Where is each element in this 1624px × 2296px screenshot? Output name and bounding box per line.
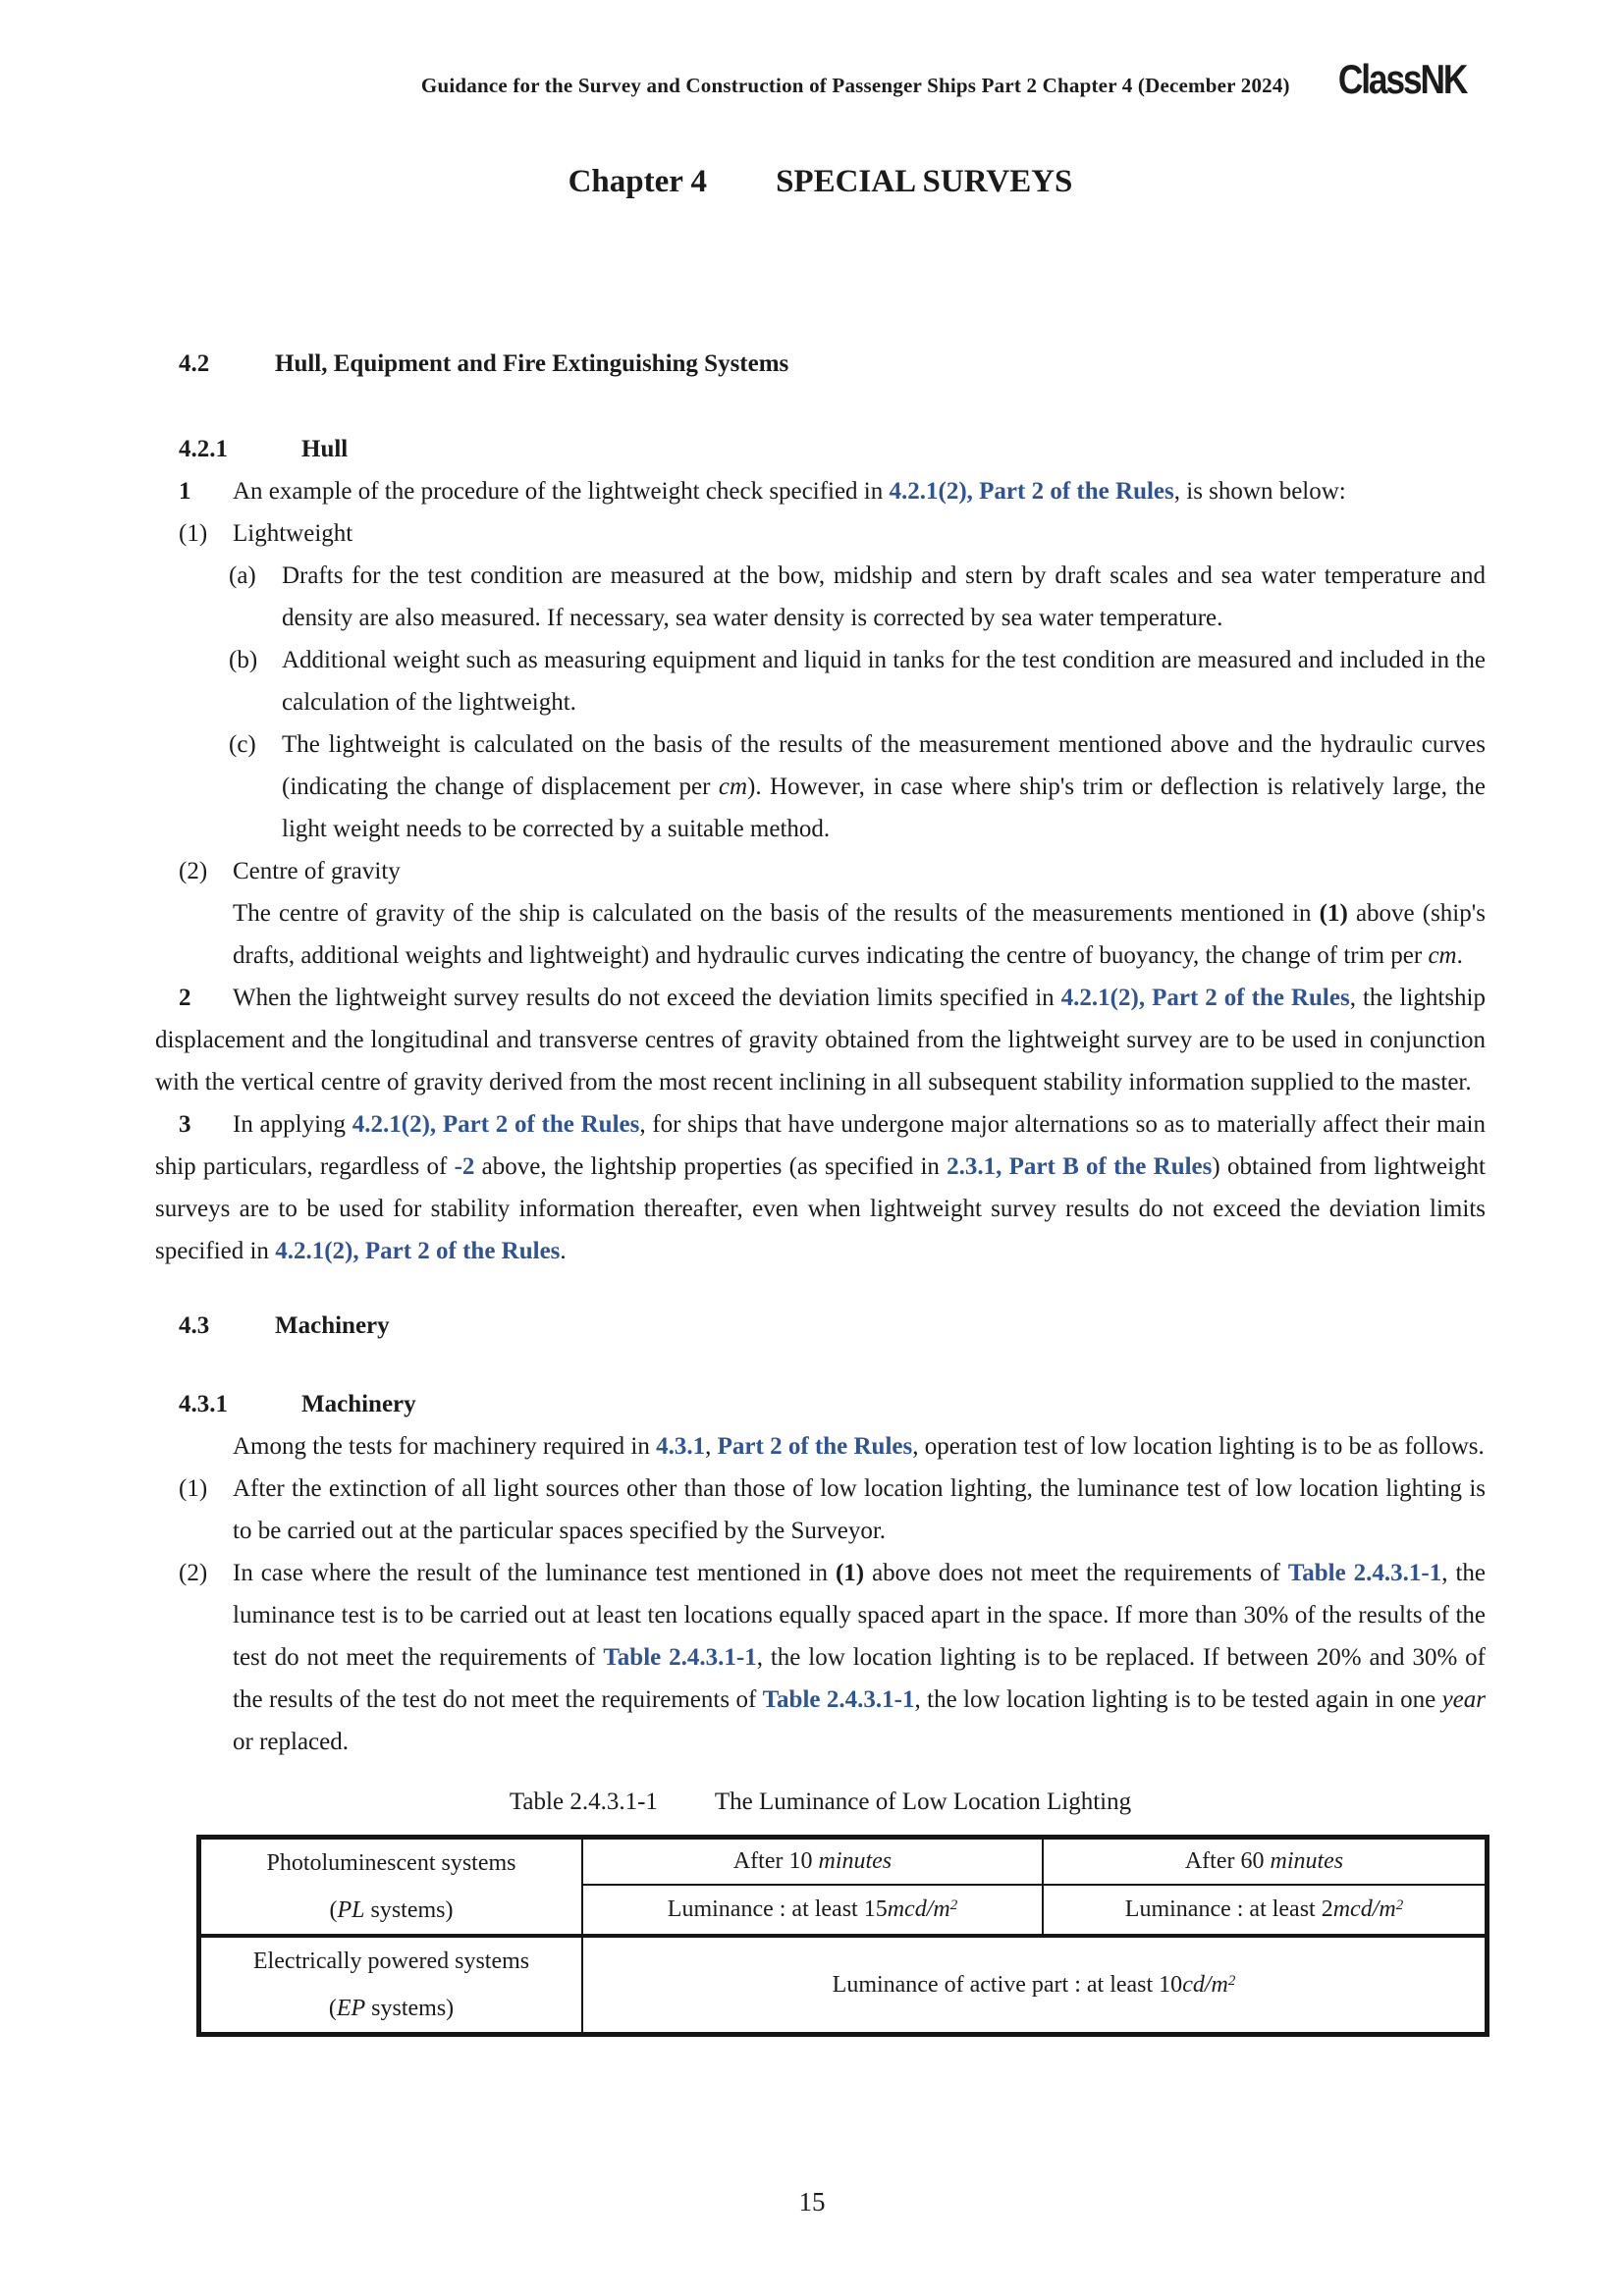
list-item xyxy=(179,1468,1486,1552)
text-run: cm xyxy=(1428,942,1457,969)
document-body xyxy=(155,343,1486,1763)
text-run: ) obtained from lightweight surveys are to be used for stability information thereafter, even when lightweight survey results do not exceed the deviation limits specified in xyxy=(155,1153,1486,1264)
text-run: above does not meet the requirements of xyxy=(864,1560,1288,1586)
table-cell-luminance-60min xyxy=(1043,1885,1488,1936)
text-run: Lightweight xyxy=(233,520,353,547)
running-header-title: Guidance for the Survey and Construction of Passenger Ships Part 2 Chapter 4 (December 2024) xyxy=(420,74,1290,97)
chapter-number: Chapter 4 xyxy=(568,164,708,199)
text-run: , operation test of low location lighting is to be as follows. xyxy=(912,1433,1485,1460)
table-caption-title: The Luminance of Low Location Lighting xyxy=(714,1789,1132,1815)
text-run: Luminance : at least 15 xyxy=(667,1896,888,1922)
cross-reference-link[interactable]: 4.2.1(2), Part 2 of the Rules xyxy=(352,1111,640,1138)
numbered-paragraph xyxy=(155,977,1486,1103)
heading-number: 4.3.1 xyxy=(179,1391,228,1417)
text-run: , the luminance test is to be carried out at least ten locations equally spaced apart in the space. If more than 30% of the results of the test do not meet the requirements of xyxy=(233,1560,1487,1671)
text-run: Electrically powered systems xyxy=(252,1949,530,1974)
heading-number: 4.3 xyxy=(179,1312,210,1339)
cross-reference-link[interactable]: 4.2.1(2), Part 2 of the Rules xyxy=(889,478,1174,505)
text-run: year xyxy=(1441,1686,1486,1713)
text-run: systems) xyxy=(365,1996,455,2021)
chapter-title xyxy=(155,160,1486,204)
text-run: ( xyxy=(329,1897,338,1923)
text-run: , xyxy=(705,1433,718,1460)
text-run: In case where the result of the luminance test mentioned in xyxy=(233,1560,836,1586)
numbered-paragraph xyxy=(155,470,1486,512)
text-run: minutes xyxy=(818,1847,893,1874)
table-cell-after-60-minutes xyxy=(1043,1838,1488,1885)
cross-reference-link[interactable]: 2.3.1, Part B of the Rules xyxy=(947,1153,1213,1180)
text-run: ). However, in case where ship's trim or deflection is relatively large, the light weight needs to be corrected by a suitable method. xyxy=(282,774,1486,842)
numbered-paragraph xyxy=(155,1103,1486,1272)
cross-reference-link[interactable]: -2 xyxy=(454,1153,475,1180)
text-run: (1) xyxy=(1319,900,1348,927)
pl-systems-line1 xyxy=(207,1840,575,1887)
text-run: Centre of gravity xyxy=(233,858,401,884)
page-footer xyxy=(0,2187,1624,2217)
section-heading xyxy=(155,343,1486,385)
text-run: After the extinction of all light sources other than those of low location lighting, the luminance test of low location lighting is to be carried out at the particular spaces specified by the Surveyor. xyxy=(233,1475,1486,1544)
pl-systems-line2 xyxy=(207,1887,575,1934)
item-marker: (2) xyxy=(179,858,208,884)
text-run: The lightweight is calculated on the basis of the results of the measurement mentioned above and the hydraulic curves (indicating the change of displacement per xyxy=(282,731,1486,800)
subsection-heading xyxy=(155,1383,1486,1425)
text-run: minutes xyxy=(1270,1847,1344,1874)
item-marker: 1 xyxy=(179,478,191,505)
cross-reference-link[interactable]: 4.3.1 xyxy=(656,1433,706,1460)
cross-reference-link[interactable]: Table 2.4.3.1-1 xyxy=(1287,1560,1442,1586)
table-row xyxy=(199,1838,1488,1885)
ep-systems-line2 xyxy=(207,1985,575,2032)
table-caption-label: Table 2.4.3.1-1 xyxy=(509,1789,658,1815)
text-run: When the lightweight survey results do not exceed the deviation limits specified in xyxy=(233,985,1061,1011)
text-run: , the lightship displacement and the longitudinal and transverse centres of gravity obtained from the lightweight survey are to be used in conjunction with the vertical centre of gravity derived from the most recent inclining in all subsequent stability information supplied to the master. xyxy=(155,985,1487,1095)
paragraph xyxy=(233,892,1486,977)
document-content xyxy=(155,0,1486,2037)
heading-label: Hull, Equipment and Fire Extinguishing Systems xyxy=(275,350,789,377)
luminance-table xyxy=(196,1835,1489,2037)
text-run: EP xyxy=(336,1996,366,2021)
item-marker: 2 xyxy=(179,985,191,1011)
text-run: . xyxy=(1456,942,1463,969)
text-run: above, the lightship properties (as specified in xyxy=(474,1153,947,1180)
text-run: mcd/m xyxy=(887,1896,950,1922)
text-run: Luminance : at least 2 xyxy=(1124,1896,1333,1922)
item-marker: (c) xyxy=(229,731,256,758)
text-run: 2 xyxy=(949,1896,958,1913)
text-run: Luminance of active part : at least 10 xyxy=(832,1971,1183,1998)
table-row xyxy=(199,1936,1488,2035)
table-cell-after-10-minutes xyxy=(582,1838,1043,1885)
heading-label: Hull xyxy=(301,436,349,462)
text-run: or replaced. xyxy=(233,1729,349,1755)
list-item xyxy=(179,1552,1487,1763)
sub-list-item xyxy=(229,639,1486,723)
subsection-heading xyxy=(155,428,1486,470)
text-run: In applying xyxy=(233,1111,352,1138)
cross-reference-link[interactable]: 4.2.1(2), Part 2 of the Rules xyxy=(275,1238,561,1264)
text-run: PL xyxy=(337,1897,365,1923)
heading-label: Machinery xyxy=(275,1312,390,1339)
text-run: After 60 xyxy=(1184,1847,1271,1874)
text-run: Photoluminescent systems xyxy=(266,1850,516,1876)
cross-reference-link[interactable]: Part 2 of the Rules xyxy=(717,1433,913,1460)
list-item xyxy=(179,850,1486,892)
item-marker: (1) xyxy=(179,1475,208,1502)
table-cell-ep-luminance xyxy=(582,1936,1488,2035)
section-heading xyxy=(155,1305,1486,1347)
cross-reference-link[interactable]: Table 2.4.3.1-1 xyxy=(603,1644,757,1671)
text-run: above (ship's drafts, additional weights and lightweight) and hydraulic curves indicating the centre of buoyancy, the change of trim per xyxy=(233,900,1486,969)
chapter-name: SPECIAL SURVEYS xyxy=(776,164,1073,199)
sub-list-item xyxy=(229,555,1486,639)
classnk-logo: ClassNK xyxy=(1337,56,1466,102)
text-run: Among the tests for machinery required in xyxy=(233,1433,657,1460)
item-marker: 3 xyxy=(179,1111,191,1138)
text-run: cd/m xyxy=(1182,1971,1228,1998)
table-caption xyxy=(155,1781,1486,1823)
cross-reference-link[interactable]: Table 2.4.3.1-1 xyxy=(762,1686,915,1713)
text-run: An example of the procedure of the lightweight check specified in xyxy=(233,478,890,505)
text-run: systems) xyxy=(364,1897,454,1923)
text-run: 2 xyxy=(1395,1896,1404,1913)
text-run: mcd/m xyxy=(1332,1896,1396,1922)
text-run: , for ships that have undergone major alternations so as to materially affect their main ship particulars, regardless of xyxy=(155,1111,1486,1180)
list-item xyxy=(179,512,1486,555)
text-run: (1) xyxy=(835,1560,865,1586)
text-run: 2 xyxy=(1227,1972,1236,1989)
table-cell-luminance-10min xyxy=(582,1885,1043,1936)
text-run: , the low location lighting is to be replaced. If between 20% and 30% of the results of the test do not meet the requirements of xyxy=(233,1644,1487,1713)
item-marker: (b) xyxy=(229,647,258,673)
table-cell-pl-systems xyxy=(199,1838,583,1937)
heading-label: Machinery xyxy=(301,1391,416,1417)
heading-number: 4.2.1 xyxy=(179,436,228,462)
text-run: Additional weight such as measuring equipment and liquid in tanks for the test condition are measured and included in the calculation of the lightweight. xyxy=(282,647,1486,716)
text-run: , is shown below: xyxy=(1173,478,1346,505)
ep-systems-line1 xyxy=(207,1938,575,1985)
cross-reference-link[interactable]: 4.2.1(2), Part 2 of the Rules xyxy=(1060,985,1350,1011)
text-run: . xyxy=(560,1238,567,1264)
text-run: The centre of gravity of the ship is calculated on the basis of the results of the measurements mentioned in xyxy=(233,900,1320,927)
heading-number: 4.2 xyxy=(179,350,210,377)
table-cell-ep-systems xyxy=(199,1936,583,2035)
text-run: , the low location lighting is to be tested again in one xyxy=(914,1686,1442,1713)
item-marker: (2) xyxy=(179,1560,208,1586)
text-run: cm xyxy=(718,774,748,800)
item-marker: (a) xyxy=(229,562,256,589)
page-number: 15 xyxy=(798,2187,826,2216)
text-run: ( xyxy=(328,1996,337,2021)
text-run: Drafts for the test condition are measured at the bow, midship and stern by draft scales and sea water temperature and density are also measured. If necessary, sea water density is corrected by sea water temperature. xyxy=(282,562,1486,631)
text-run: After 10 xyxy=(732,1847,819,1874)
paragraph xyxy=(155,1425,1486,1468)
sub-list-item xyxy=(229,723,1486,850)
item-marker: (1) xyxy=(179,520,208,547)
